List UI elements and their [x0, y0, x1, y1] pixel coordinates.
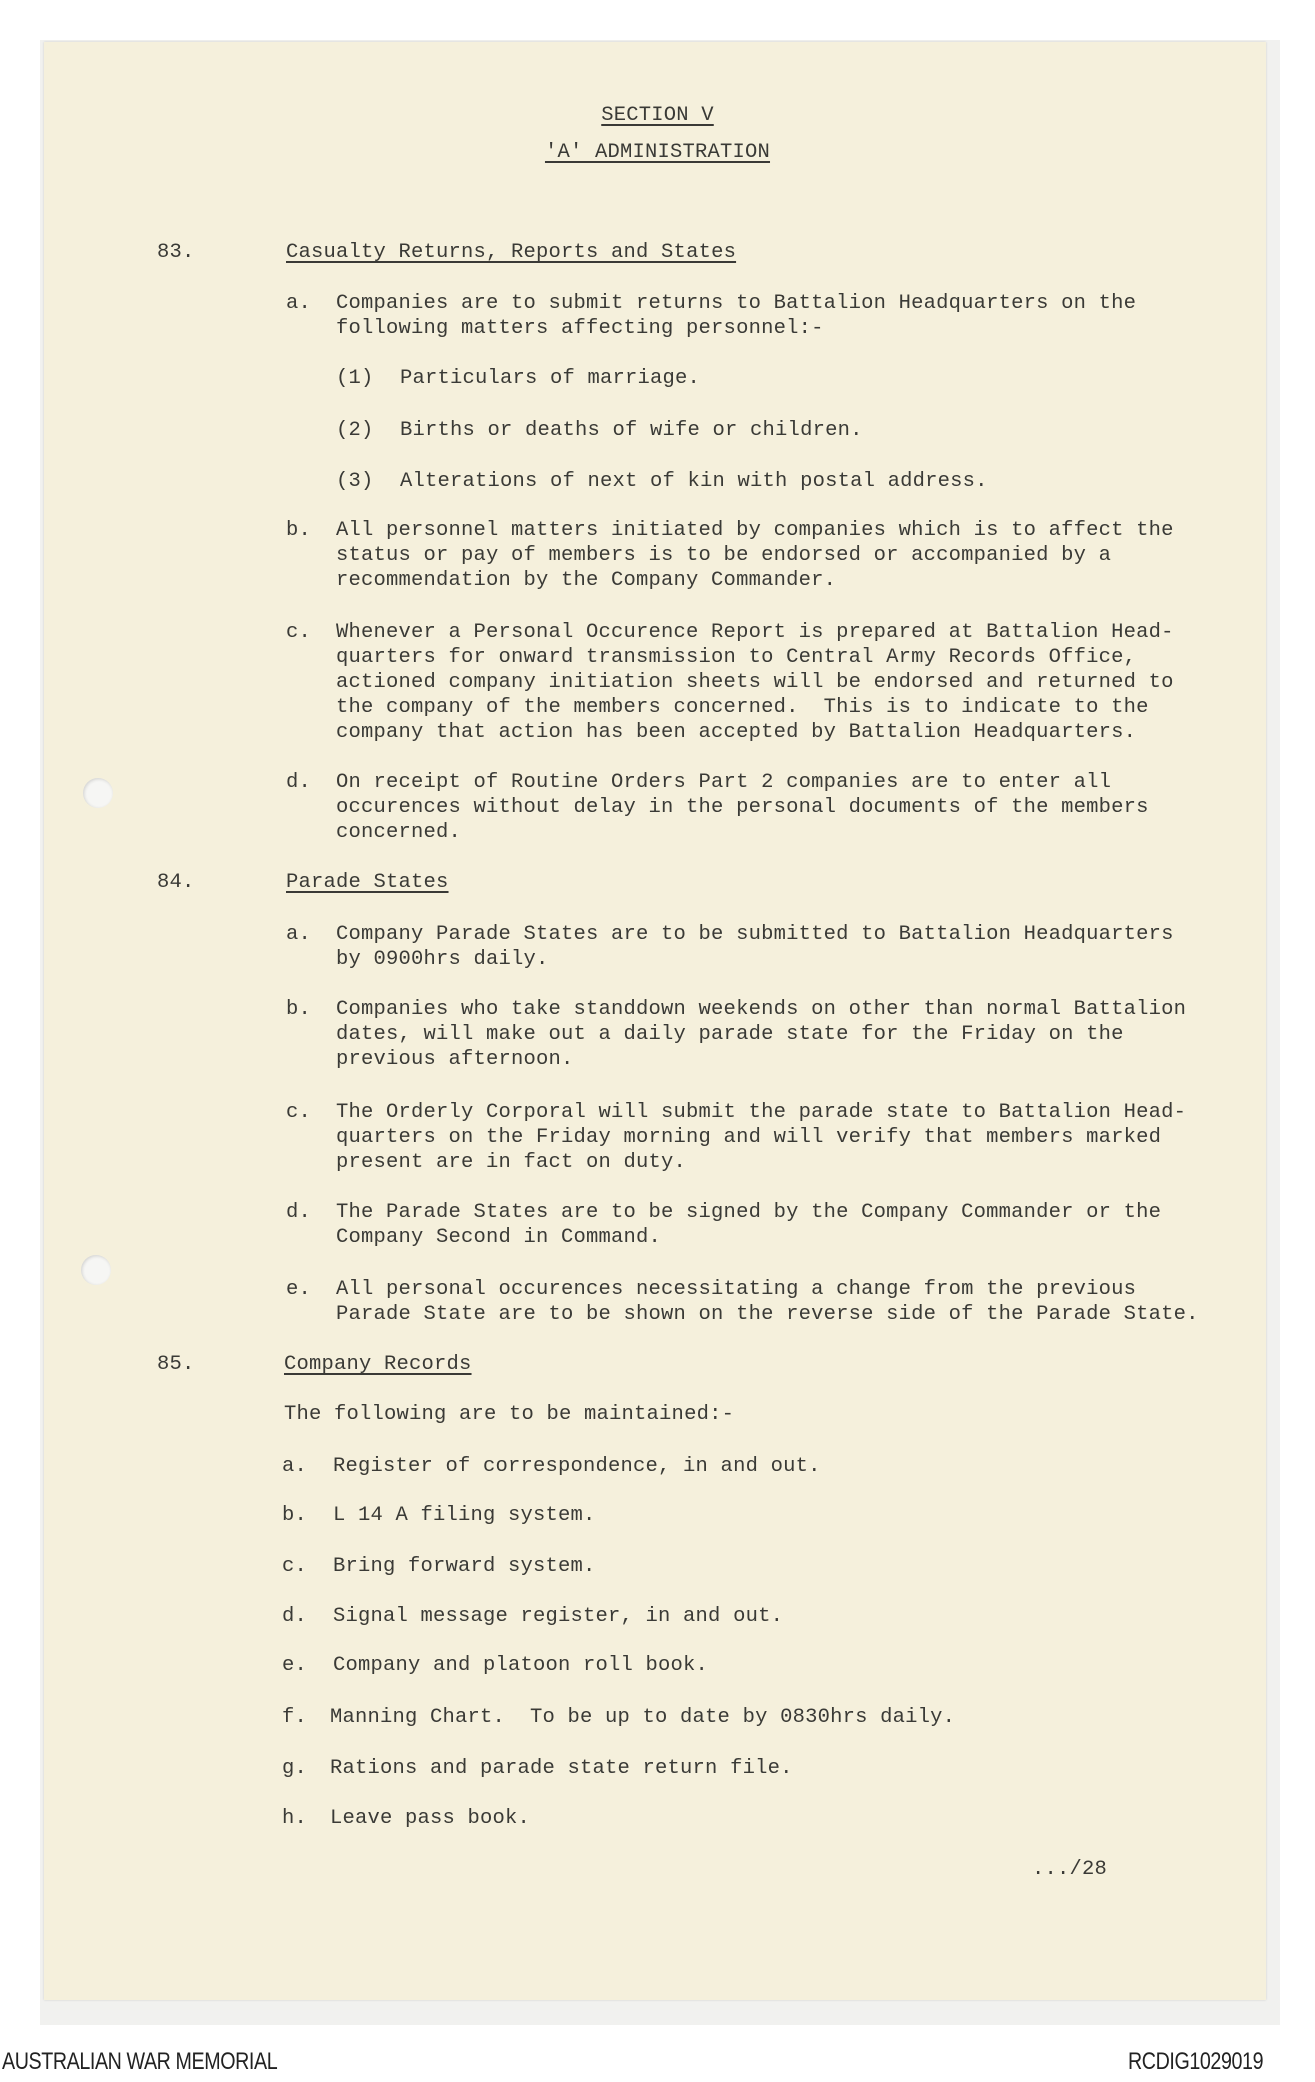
paragraph-number: 84. [157, 871, 195, 894]
footer-institution: AUSTRALIAN WAR MEMORIAL [2, 2048, 278, 2075]
item-letter: b. [286, 519, 312, 542]
item-text: Company and platoon roll book. [333, 1654, 709, 1677]
subitem-text: Alterations of next of kin with postal address. [400, 470, 988, 493]
item-text: Manning Chart. To be up to date by 0830hrs daily. [330, 1706, 956, 1729]
punch-hole [83, 778, 113, 808]
item-text: Companies who take standdown weekends on other than normal Battalion dates, will make out a daily parade state for the Friday on the previous afternoon. [336, 998, 1187, 1071]
item-letter: g. [282, 1757, 308, 1780]
subitem-text: Particulars of marriage. [400, 367, 701, 390]
item-letter: d. [282, 1605, 308, 1628]
paragraph-heading: Parade States [286, 871, 449, 894]
paragraph-intro: The following are to be maintained:- [284, 1403, 735, 1426]
section-title: 'A' ADMINISTRATION [544, 141, 771, 164]
continuation-marker: .../28 [1032, 1858, 1108, 1881]
paragraph-heading: Casualty Returns, Reports and States [286, 241, 737, 264]
item-text: All personal occurences necessitating a change from the previous Parade State are to be shown on the reverse side of the Parade State. [336, 1278, 1199, 1326]
section-heading: SECTION V [601, 104, 714, 127]
item-text: Bring forward system. [333, 1555, 596, 1578]
item-letter: d. [286, 1201, 312, 1224]
item-text: Register of correspondence, in and out. [333, 1455, 821, 1478]
item-letter: a. [286, 923, 312, 946]
item-letter: b. [282, 1504, 308, 1527]
item-text: Whenever a Personal Occurence Report is prepared at Battalion Head- quarters for onward transmission to Central Army Records Office, actioned company initiation sheets will be endorsed and returned to the company of the members concerned. This is to indicate to the company that action has been accepted by Battalion Headquarters. [336, 621, 1174, 744]
item-letter: e. [286, 1278, 312, 1301]
item-letter: c. [282, 1555, 308, 1578]
item-text: All personnel matters initiated by companies which is to affect the status or pay of members is to be endorsed or accompanied by a recommendation by the Company Commander. [336, 519, 1174, 592]
item-text: On receipt of Routine Orders Part 2 companies are to enter all occurences without delay in the personal documents of the members concerned. [336, 771, 1149, 844]
item-letter: c. [286, 621, 312, 644]
item-text: Company Parade States are to be submitted to Battalion Headquarters by 0900hrs daily. [336, 923, 1174, 971]
item-text: Signal message register, in and out. [333, 1605, 784, 1628]
subitem-number: (3) [336, 470, 374, 493]
item-letter: e. [282, 1654, 308, 1677]
subitem-number: (1) [336, 367, 374, 390]
paragraph-number: 83. [157, 241, 195, 264]
item-text: L 14 A filing system. [333, 1504, 596, 1527]
punch-hole [81, 1255, 111, 1285]
footer-record-id: RCDIG1029019 [1128, 2048, 1264, 2075]
subitem-number: (2) [336, 419, 374, 442]
subitem-text: Births or deaths of wife or children. [400, 419, 863, 442]
item-text: The Orderly Corporal will submit the parade state to Battalion Head- quarters on the Friday morning and will verify that members marked present are in fact on duty. [336, 1101, 1187, 1174]
item-letter: h. [282, 1807, 308, 1830]
paragraph-number: 85. [157, 1353, 195, 1376]
item-text: Companies are to submit returns to Battalion Headquarters on the following matters affecting personnel:- [336, 292, 1137, 340]
item-letter: b. [286, 998, 312, 1021]
item-letter: a. [286, 292, 312, 315]
item-text: Rations and parade state return file. [330, 1757, 793, 1780]
item-letter: f. [282, 1706, 308, 1729]
item-letter: d. [286, 771, 312, 794]
paragraph-heading: Company Records [284, 1353, 472, 1376]
item-text: Leave pass book. [330, 1807, 531, 1830]
item-text: The Parade States are to be signed by the Company Commander or the Company Second in Command. [336, 1201, 1162, 1249]
item-letter: c. [286, 1101, 312, 1124]
item-letter: a. [282, 1455, 308, 1478]
